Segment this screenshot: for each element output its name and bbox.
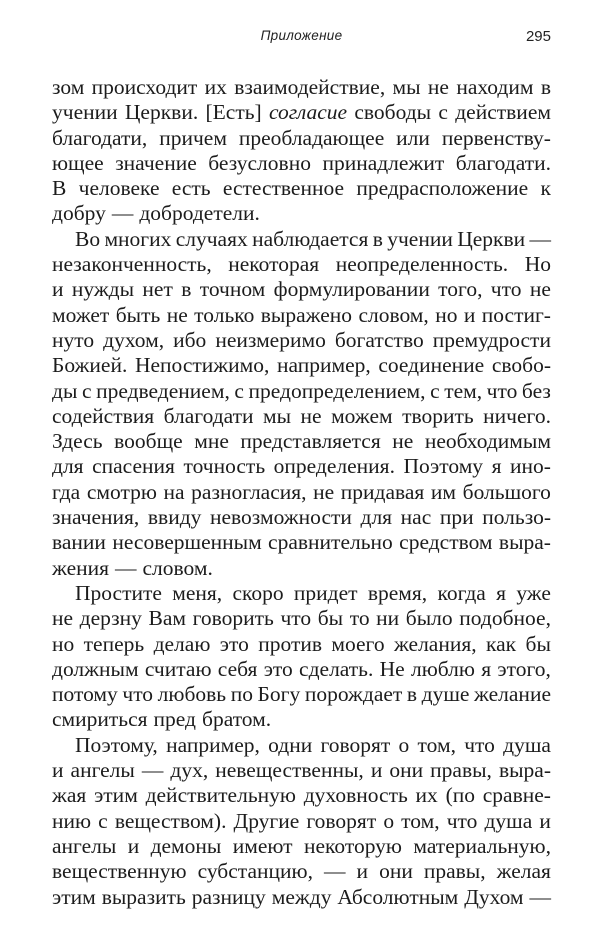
paragraph <box>52 75 551 227</box>
text-line: жения — словом. <box>52 555 213 580</box>
text-line: гда смотрю на разногласия, не придавая им большого <box>52 479 551 504</box>
text-line: но теперь делаю это против моего желания, как бы <box>52 631 551 656</box>
text-line: должным считаю себя это сделать. Не люблю я этого, <box>52 656 551 681</box>
text-line: смириться пред братом. <box>52 707 272 732</box>
text-line: жая этим действительную духовность их (по сравне- <box>52 783 551 808</box>
text-line: потому что любовь по Богу порождает в душе желание <box>52 682 551 707</box>
text-line: ющее значение безусловно принадлежит благодати. <box>52 150 551 175</box>
page-number: 295 <box>525 28 551 45</box>
text-line: и ангелы — дух, невещественны, и они правы, выра- <box>52 758 551 783</box>
paragraph <box>52 581 551 733</box>
text-line: и нужды нет в точном формулировании того, что не <box>52 277 551 302</box>
running-title: Приложение <box>260 28 343 43</box>
text-line: этим выразить разницу между Абсолютным Духом — <box>52 884 551 909</box>
text-line: зом происходит их взаимодействие, мы не находим в <box>52 75 551 99</box>
text-line: Во многих случаях наблюдается в учении Церкви — <box>75 226 551 251</box>
text-line: ды с предведением, с предопределением, с тем, что без <box>52 378 551 403</box>
text-line: учении Церкви. [Есть] согласие свободы с действием <box>52 100 551 125</box>
text-line: для спасения точность определения. Поэтому я ино- <box>52 454 551 479</box>
text-line: значения, ввиду невозможности для нас при пользо- <box>52 505 551 530</box>
text-line: нию с веществом). Другие говорят о том, что душа и <box>52 808 551 833</box>
text-line: Божией. Непостижимо, например, соединение свобо- <box>52 353 551 378</box>
text-line: нуто духом, ибо неизмеримо богатство премудрости <box>52 327 551 352</box>
text-line: В человеке есть естественное предрасположение к <box>52 176 551 201</box>
paragraph <box>52 227 551 581</box>
text-line: вещественную субстанцию, — и они правы, желая <box>52 859 551 884</box>
text-line: вании несовершенным сравнительно средством выра- <box>52 530 551 555</box>
paragraph <box>52 733 551 910</box>
text-line: содействия благодати мы не можем творить ничего. <box>52 403 551 428</box>
text-line: благодати, причем преобладающее или первенству- <box>52 125 551 150</box>
text-line: ангелы и демоны имеют некоторую материальную, <box>52 833 551 858</box>
text-line: Поэтому, например, одни говорят о том, что душа <box>75 732 551 757</box>
text-line: Простите меня, скоро придет время, когда я уже <box>75 580 551 605</box>
running-head <box>52 28 551 50</box>
text-line: незаконченность, некоторая неопределенность. Но <box>52 252 551 277</box>
text-line: может быть не только выражено словом, но и постиг- <box>52 302 551 327</box>
text-line: Здесь вообще мне представляется не необходимым <box>52 429 551 454</box>
text-line: не дерзну Вам говорить что бы то ни было подобное, <box>52 606 551 631</box>
text-line: добру — добродетели. <box>52 201 260 226</box>
body-text <box>52 75 551 910</box>
